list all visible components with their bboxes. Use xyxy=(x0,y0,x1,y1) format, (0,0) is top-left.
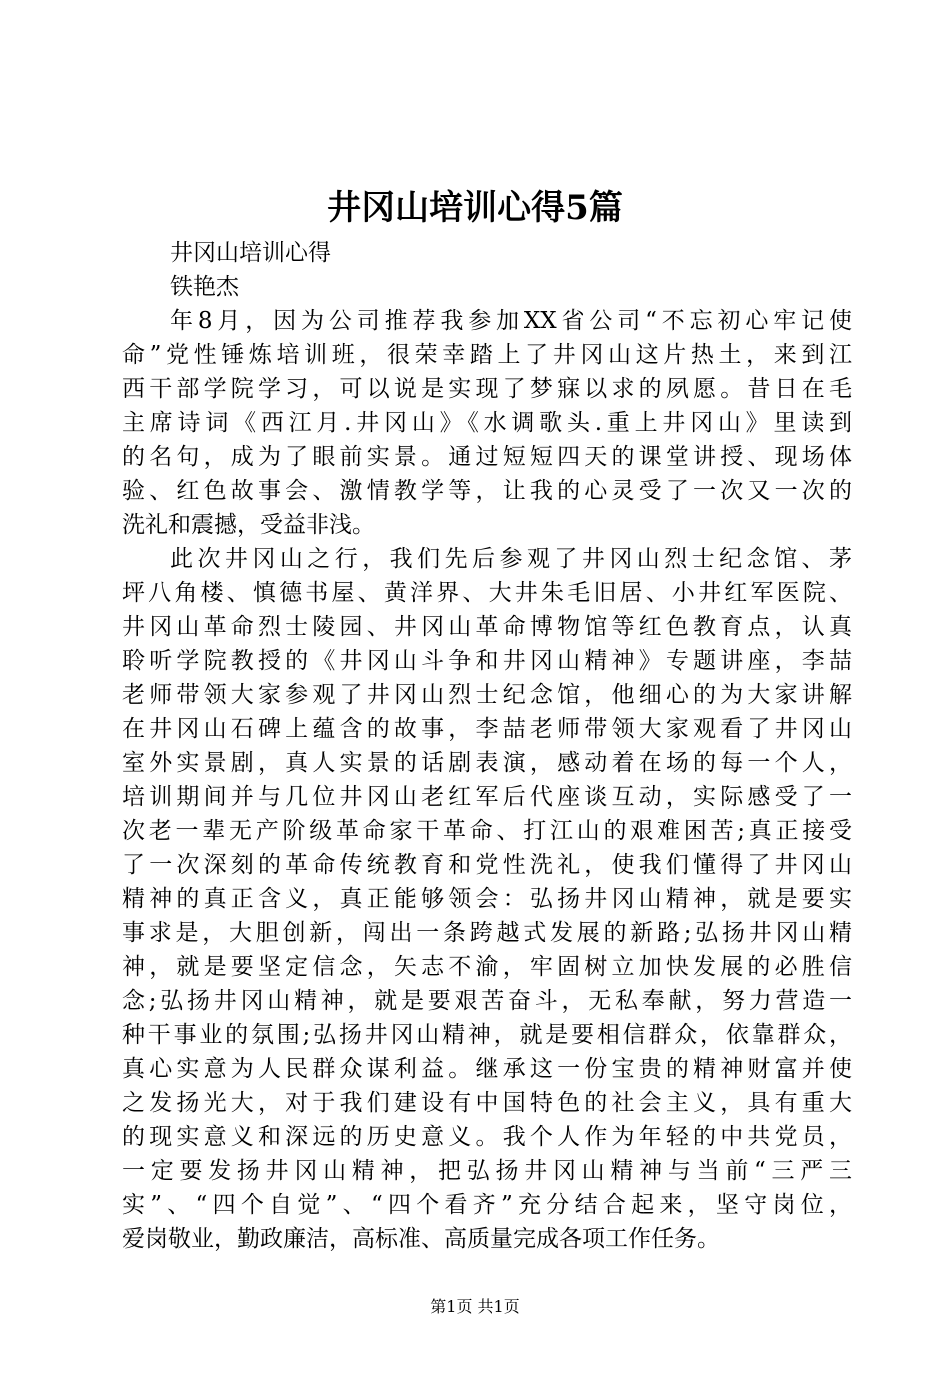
page-number: 第1页 共1页 xyxy=(430,1297,520,1316)
paragraph-line: 次老一辈无产阶级革命家干革命、打江山的艰难困苦;真正接受 xyxy=(122,818,852,844)
paragraph-line: 的现实意义和深远的历史意义。我个人作为年轻的中共党员， xyxy=(122,1124,852,1150)
paragraph-line: 聆听学院教授的《井冈山斗争和井冈山精神》专题讲座，李喆 xyxy=(122,648,852,674)
paragraph-line: 验、红色故事会、激情教学等，让我的心灵受了一次又一次的 xyxy=(122,478,852,504)
paragraph-line: 老师带领大家参观了井冈山烈士纪念馆，他细心的为大家讲解 xyxy=(122,682,852,708)
paragraph-line: 年8月，因为公司推荐我参加XX省公司“不忘初心牢记使 xyxy=(170,308,852,334)
paragraph-line: 在井冈山石碑上蕴含的故事，李喆老师带领大家观看了井冈山 xyxy=(122,716,852,742)
subtitle: 井冈山培训心得 xyxy=(170,240,331,266)
paragraph-line: 了一次深刻的革命传统教育和党性洗礼，使我们懂得了井冈山 xyxy=(122,852,852,878)
paragraph-line: 念;弘扬井冈山精神，就是要艰苦奋斗，无私奉献，努力营造一 xyxy=(122,988,852,1014)
document-body xyxy=(122,236,852,1256)
paragraph-line: 实”、“四个自觉”、“四个看齐”充分结合起来，坚守岗位， xyxy=(122,1192,852,1218)
paragraph-line: 爱岗敬业，勤政廉洁，高标准、高质量完成各项工作任务。 xyxy=(122,1226,720,1252)
paragraph-line: 室外实景剧，真人实景的话剧表演，感动着在场的每一个人， xyxy=(122,750,852,776)
paragraph-line: 神，就是要坚定信念，矢志不渝，牢固树立加快发展的必胜信 xyxy=(122,954,852,980)
author: 铁艳杰 xyxy=(170,274,239,300)
paragraph-line: 命”党性锤炼培训班，很荣幸踏上了井冈山这片热土，来到江 xyxy=(122,342,852,368)
paragraph-line: 西干部学院学习，可以说是实现了梦寐以求的夙愿。昔日在毛 xyxy=(122,376,852,402)
paragraph xyxy=(122,304,852,542)
paragraph-line: 种干事业的氛围;弘扬井冈山精神，就是要相信群众，依靠群众， xyxy=(122,1022,852,1048)
paragraph-line: 此次井冈山之行，我们先后参观了井冈山烈士纪念馆、茅 xyxy=(170,546,852,572)
document-title: 井冈山培训心得5篇 xyxy=(327,188,623,228)
paragraph-line: 一定要发扬井冈山精神，把弘扬井冈山精神与当前“三严三 xyxy=(122,1158,852,1184)
paragraph-line: 之发扬光大，对于我们建设有中国特色的社会主义，具有重大 xyxy=(122,1090,852,1116)
paragraph-line: 主席诗词《西江月.井冈山》《水调歌头.重上井冈山》里读到 xyxy=(122,410,852,436)
paragraph-line: 真心实意为人民群众谋利益。继承这一份宝贵的精神财富并使 xyxy=(122,1056,852,1082)
paragraph-line: 精神的真正含义，真正能够领会：弘扬井冈山精神，就是要实 xyxy=(122,886,852,912)
paragraphs xyxy=(122,304,852,1256)
paragraph-line: 井冈山革命烈士陵园、井冈山革命博物馆等红色教育点，认真 xyxy=(122,614,852,640)
paragraph-line: 培训期间并与几位井冈山老红军后代座谈互动，实际感受了一 xyxy=(122,784,852,810)
paragraph-line: 洗礼和震撼，受益非浅。 xyxy=(122,512,375,538)
paragraph xyxy=(122,542,852,1256)
paragraph-line: 事求是，大胆创新，闯出一条跨越式发展的新路;弘扬井冈山精 xyxy=(122,920,852,946)
paragraph-line: 坪八角楼、慎德书屋、黄洋界、大井朱毛旧居、小井红军医院、 xyxy=(122,580,852,606)
paragraph-line: 的名句，成为了眼前实景。通过短短四天的课堂讲授、现场体 xyxy=(122,444,852,470)
